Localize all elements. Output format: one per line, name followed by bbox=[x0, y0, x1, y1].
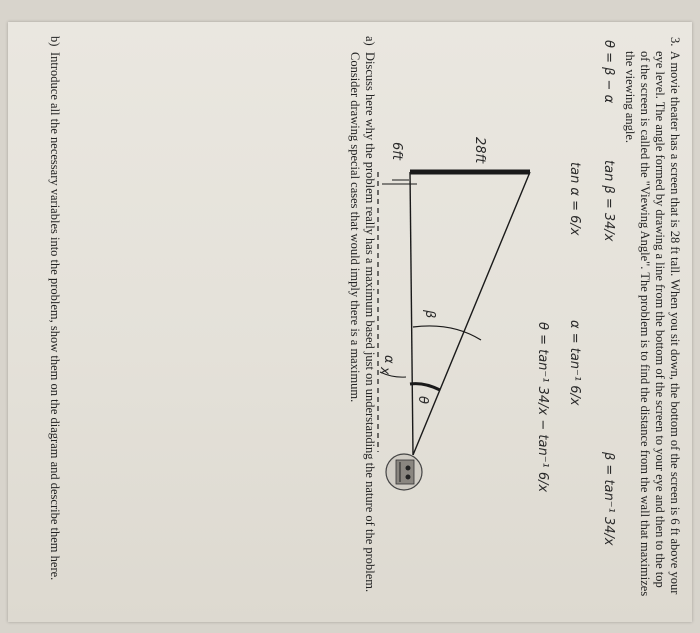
hw-theta: θ = tan⁻¹ 34/x − tan⁻¹ 6/x bbox=[535, 322, 550, 493]
part-a-label: a) bbox=[363, 36, 377, 46]
viewer-figure bbox=[386, 454, 422, 490]
problem-text: A movie theater has a screen that is 28 ft tall. When you sit down, the bottom of the screen is 6 ft above your eye level. The angle formed by drawing a line from the bottom of the screen to your eye and then to the top of the screen is called the "Viewing Angle". The problem is to find the distance from the wall that maximizes the viewing angle. bbox=[623, 51, 682, 597]
hw-tan-beta: tan β = 34/x bbox=[601, 160, 616, 242]
part-a-text: Discuss here why the problem really has a maximum based just on understanding the nature of the problem. Consider drawing special cases that would imply there is a maximum. bbox=[348, 52, 377, 593]
line-bottom-to-eye bbox=[410, 172, 413, 455]
problem-number: 3. bbox=[668, 37, 682, 47]
hw-label-beta: β bbox=[422, 310, 437, 319]
hw-alpha: α = tan⁻¹ 6/x bbox=[567, 320, 582, 406]
arc-theta bbox=[410, 384, 440, 390]
part-a bbox=[347, 36, 377, 611]
part-b-label: b) bbox=[48, 36, 62, 47]
rotated-worksheet bbox=[8, 22, 692, 622]
hw-label-alpha: α bbox=[381, 355, 396, 364]
hw-label-6ft: 6ft bbox=[389, 142, 404, 160]
part-b bbox=[47, 36, 62, 611]
hw-label-x: x bbox=[377, 367, 392, 375]
hw-theta-relation: θ = β − α bbox=[601, 40, 616, 104]
hw-beta: β = tan⁻¹ 34/x bbox=[601, 452, 616, 546]
arc-beta bbox=[413, 326, 481, 340]
hw-label-theta: θ bbox=[415, 396, 430, 404]
hw-tan-alpha: tan α = 6/x bbox=[567, 162, 582, 236]
part-b-text: Introduce all the necessary variables into the problem, show them on the diagram and describe them here. bbox=[48, 52, 62, 581]
hw-label-28ft: 28ft bbox=[472, 137, 487, 164]
